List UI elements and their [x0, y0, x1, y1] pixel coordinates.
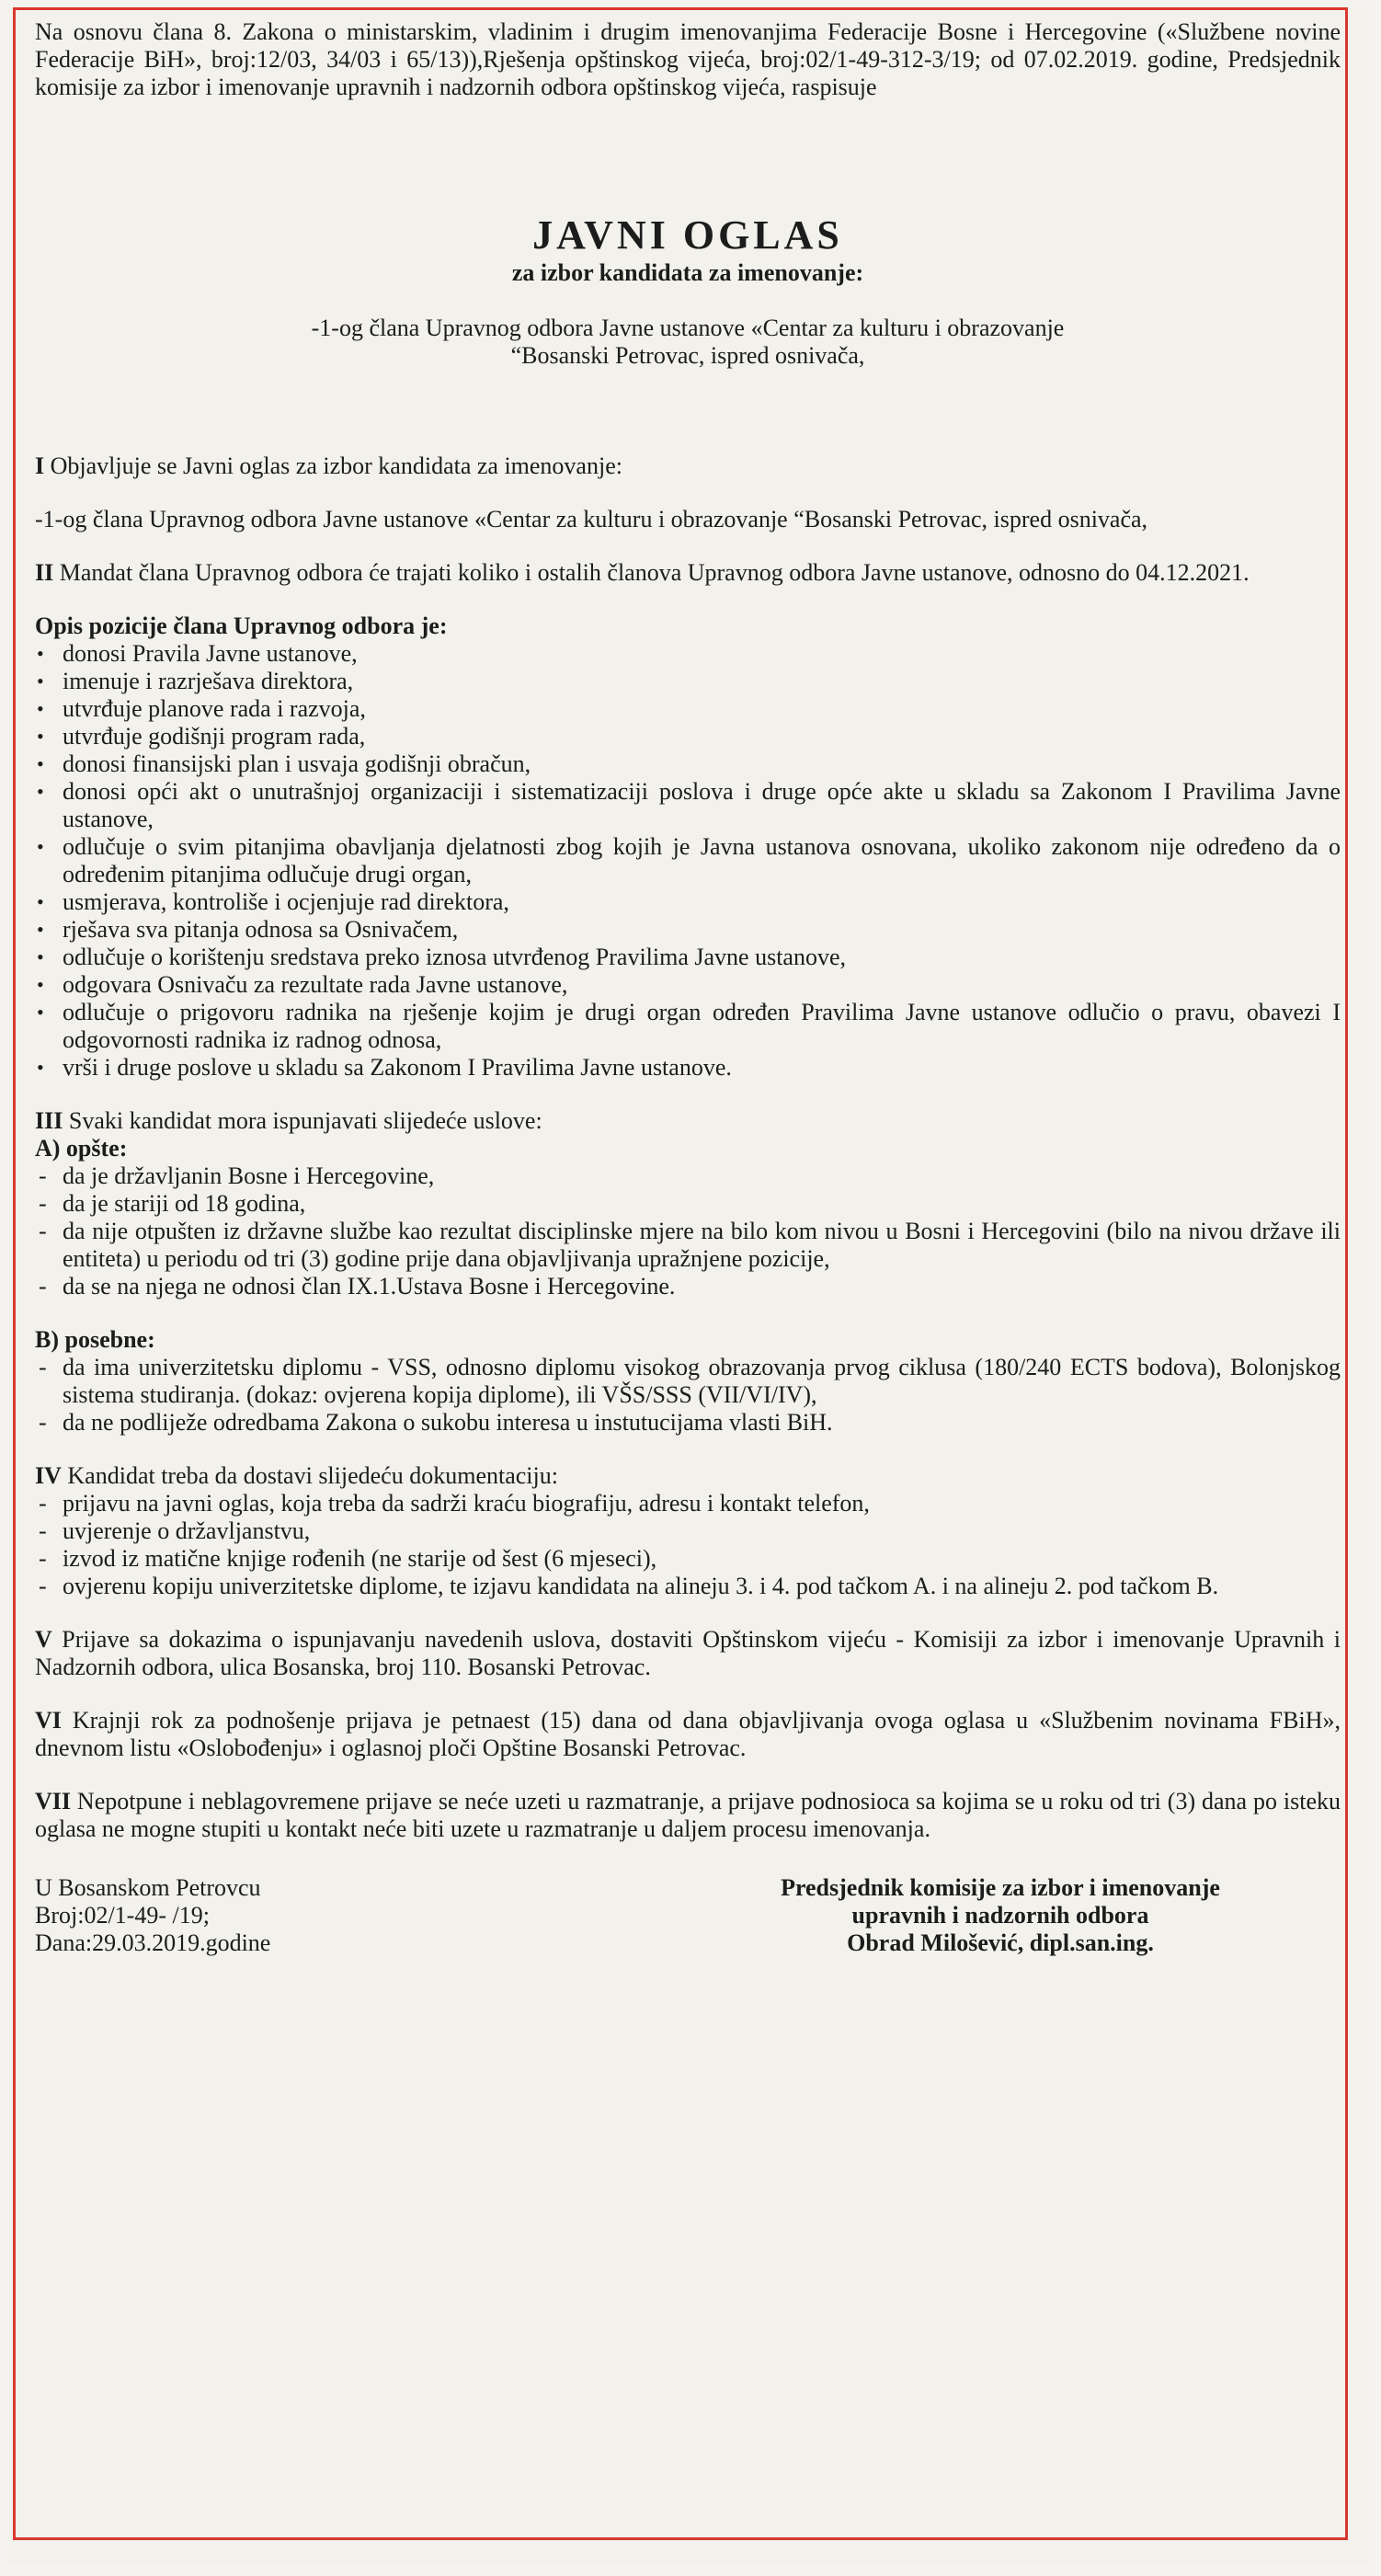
- list-item: - da je državljanin Bosne i Hercegovine,: [35, 1162, 1341, 1190]
- list-item: - uvjerenje o državljanstvu,: [35, 1517, 1341, 1545]
- section-1: [35, 452, 1341, 480]
- subsection-b-list: [35, 1354, 1341, 1437]
- list-item: • donosi Pravila Javne ustanove,: [35, 640, 1341, 668]
- document-title: JAVNI OGLAS: [532, 212, 843, 258]
- section-text: Svaki kandidat mora ispunjavati slijedeće uslove:: [63, 1107, 542, 1134]
- section-number: VII: [35, 1788, 72, 1815]
- list-item: • imenuje i razrješava direktora,: [35, 668, 1341, 695]
- signatory-title-1: Predsjednik komisije za izbor i imenovanje: [781, 1874, 1220, 1901]
- section-text: Prijave sa dokazima o ispunjavanju navedenih uslova, dostaviti Opštinskom vijeću - Komisiji za izbor i imenovanje Upravnih i Nadzornih odbora, ulica Bosanska, broj 110. Bosanski Petrovac.: [35, 1626, 1341, 1680]
- section-2: [35, 559, 1341, 587]
- list-item: • utvrđuje planove rada i razvoja,: [35, 695, 1341, 723]
- signatory: [715, 1874, 1285, 1957]
- section-1-item: -1-og člana Upravnog odbora Javne ustanove «Centar za kulturu i obrazovanje “Bosanski Petrovac, ispred osnivača,: [35, 506, 1148, 532]
- signature-block: [35, 1874, 1341, 1957]
- section-number: V: [35, 1626, 52, 1653]
- list-item: • usmjerava, kontroliše i ocjenjuje rad direktora,: [35, 888, 1341, 916]
- document-content: [35, 18, 1341, 1957]
- list-item: - da ima univerzitetsku diplomu - VSS, odnosno diplomu visokog obrazovanja prvog ciklusa (180/240 ECTS bodova), Bolonjskog sistema studiranja. (dokaz: ovjerena kopija diplome), ili VŠS/SSS (VII/VI/IV),: [35, 1354, 1341, 1409]
- document-subtitle: za izbor kandidata za imenovanje:: [511, 259, 864, 286]
- list-item: • odlučuje o korištenju sredstava preko iznosa utvrđenog Pravilima Javne ustanove,: [35, 944, 1341, 971]
- section-6: [35, 1707, 1341, 1762]
- section-7: [35, 1788, 1341, 1843]
- list-item: • vrši i druge poslove u skladu sa Zakonom I Pravilima Javne ustanove.: [35, 1054, 1341, 1082]
- section-text: Objavljuje se Javni oglas za izbor kandidata za imenovanje:: [44, 452, 622, 479]
- list-item: - izvod iz matične knjige rođenih (ne starije od šest (6 mjeseci),: [35, 1545, 1341, 1573]
- documents-list: [35, 1490, 1341, 1600]
- list-item: - da ne podliježe odredbama Zakona o sukobu interesa u instutucijama vlasti BiH.: [35, 1409, 1341, 1437]
- list-item: • odgovara Osnivaču za rezultate rada Javne ustanove,: [35, 971, 1341, 999]
- list-item: - da se na njega ne odnosi član IX.1.Ustava Bosne i Hercegovine.: [35, 1273, 1341, 1300]
- section-4: [35, 1462, 1341, 1490]
- section-number: II: [35, 559, 54, 586]
- list-item: • odlučuje o svim pitanjima obavljanja djelatnosti zbog kojih je Javna ustanova osnovana, ukoliko zakonom nije određeno da o određenim pitanjima odlučuje drugi organ,: [35, 833, 1341, 888]
- list-item: - da nije otpušten iz državne službe kao rezultat disciplinske mjere na bilo kom nivou u Bosni i Hercegovini (bilo na nivou države ili entiteta) u periodu od tri (3) godine prije dana objavljivanja upražnjene pozicije,: [35, 1218, 1341, 1273]
- preamble: Na osnovu člana 8. Zakona o ministarskim, vladinim i drugim imenovanjima Federacije Bosne i Hercegovine («Službene novine Federacije BiH», broj:12/03, 34/03 i 65/13)),Rješenja opštinskog vijeća, broj:02/1-49-312-3/19; od 07.02.2019. godine, Predsjednik komisije za izbor i imenovanje upravnih i nadzornih odbora opštinskog vijeća, raspisuje: [35, 18, 1341, 100]
- subsection-a-label: A) opšte:: [35, 1135, 128, 1162]
- section-number: I: [35, 452, 45, 479]
- list-item: • donosi opći akt o unutrašnjoj organizaciji i sistematizaciji poslova i druge opće akte u skladu sa Zakonom I Pravilima Javne ustanove,: [35, 778, 1341, 833]
- number-line: Broj:02/1-49- /19;: [35, 1902, 210, 1929]
- subsection-a-list: [35, 1162, 1341, 1300]
- subsection-b-label: B) posebne:: [35, 1326, 155, 1353]
- opis-list: [35, 640, 1341, 1082]
- section-3: [35, 1107, 1341, 1135]
- list-item: • donosi finansijski plan i usvaja godišnji obračun,: [35, 750, 1341, 778]
- list-item: - prijavu na javni oglas, koja treba da sadrži kraću biografiju, adresu i kontakt telefon,: [35, 1490, 1341, 1517]
- section-5: [35, 1626, 1341, 1681]
- section-number: IV: [35, 1462, 62, 1489]
- list-item: • odlučuje o prigovoru radnika na rješenje kojim je drugi organ određen Pravilima Javne ustanove odlučio o pravu, obavezi I odgovornosti radnika iz radnog odnosa,: [35, 999, 1341, 1054]
- position-line-2: “Bosanski Petrovac, ispred osnivača,: [510, 342, 865, 369]
- date-line: Dana:29.03.2019.godine: [35, 1929, 271, 1956]
- signatory-name: Obrad Milošević, dipl.san.ing.: [847, 1929, 1154, 1956]
- place-and-date: [35, 1874, 270, 1957]
- list-item: • utvrđuje godišnji program rada,: [35, 723, 1341, 750]
- section-text: Nepotpune i neblagovremene prijave se neće uzeti u razmatranje, a prijave podnosioca sa kojima se u roku od tri (3) dana po isteku oglasa ne mogne stupiti u kontakt neće biti uzete u razmatranje u daljem procesu imenovanja.: [35, 1788, 1341, 1842]
- section-text: Mandat člana Upravnog odbora će trajati koliko i ostalih članova Upravnog odbora Javne ustanove, odnosno do 04.12.2021.: [53, 559, 1250, 586]
- document-page: [7, 7, 1368, 2564]
- position-line-1: -1-og člana Upravnog odbora Javne ustanove «Centar za kulturu i obrazovanje: [311, 315, 1065, 341]
- list-item: • rješava sva pitanja odnosa sa Osnivačem,: [35, 916, 1341, 944]
- section-text: Krajnji rok za podnošenje prijava je petnaest (15) dana od dana objavljivanja ovoga oglasa u «Službenim novinama FBiH», dnevnom listu «Oslobođenju» i oglasnoj ploči Opštine Bosanski Petrovac.: [35, 1707, 1341, 1761]
- section-text: Kandidat treba da dostavi slijedeću dokumentaciju:: [61, 1462, 558, 1489]
- place-line: U Bosanskom Petrovcu: [35, 1874, 261, 1901]
- list-item: - da je stariji od 18 godina,: [35, 1190, 1341, 1218]
- section-number: VI: [35, 1707, 62, 1734]
- list-item: - ovjerenu kopiju univerzitetske diplome, te izjavu kandidata na alineju 3. i 4. pod tačkom A. i na alineju 2. pod tačkom B.: [35, 1573, 1341, 1600]
- opis-heading: Opis pozicije člana Upravnog odbora je:: [35, 613, 448, 639]
- signatory-title-2: upravnih i nadzornih odbora: [851, 1902, 1149, 1929]
- section-number: III: [35, 1107, 63, 1134]
